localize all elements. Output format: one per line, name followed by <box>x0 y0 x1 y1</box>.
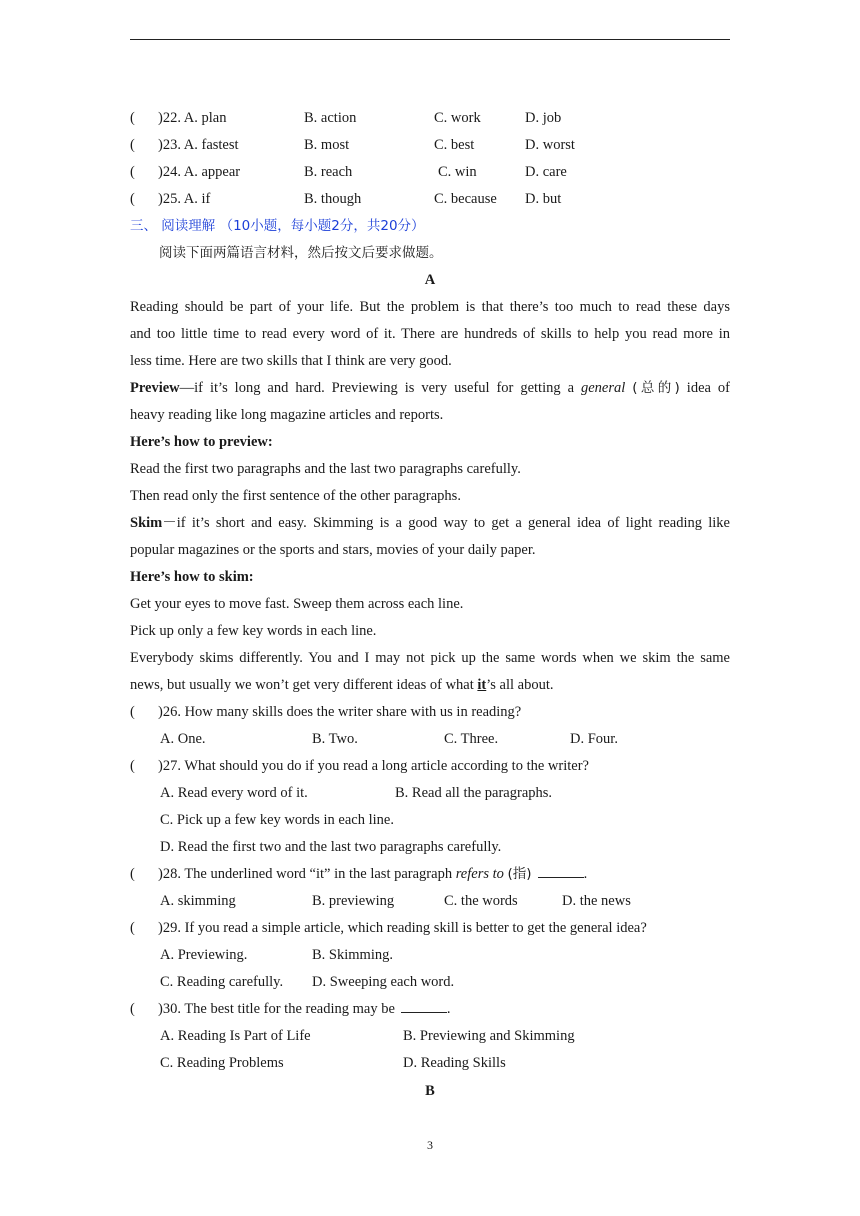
skim-paragraph-line <box>130 512 730 534</box>
answer-paren: ( <box>130 110 135 126</box>
option-b: B. Read all the paragraphs. <box>395 785 553 801</box>
option-b: B. action <box>304 110 357 126</box>
question-26-stem: )26. How many skills does the writer share with us in reading? <box>158 704 522 720</box>
preview-paragraph-line <box>130 377 730 399</box>
option-b: B. Skimming. <box>312 947 393 963</box>
passage-line: Pick up only a few key words in each line. <box>130 623 377 639</box>
passage-line: Get your eyes to move fast. Sweep them across each line. <box>130 596 464 612</box>
option-c: C. work <box>434 110 481 126</box>
option-d: D. Sweeping each word. <box>312 974 455 990</box>
option-d: D. Read the first two and the last two paragraphs carefully. <box>160 839 502 855</box>
answer-paren: ( <box>130 866 135 882</box>
passage-text: news, but usually we won’t get very different ideas of what <box>130 677 474 693</box>
option-d: D. care <box>525 164 567 180</box>
answer-paren: ( <box>130 920 135 936</box>
answer-paren: ( <box>130 704 135 720</box>
option-a: A. skimming <box>160 893 236 909</box>
question-stem: )24. A. appear <box>158 164 241 180</box>
passage-line: Then read only the first sentence of the other paragraphs. <box>130 488 461 504</box>
stem-text: )30. The best title for the reading may be <box>158 1001 395 1017</box>
option-a: A. One. <box>160 731 206 747</box>
question-stem: )25. A. if <box>158 191 211 207</box>
option-c: C. Three. <box>444 731 499 747</box>
passage-label-b: B <box>425 1083 435 1099</box>
header-rule <box>130 39 730 40</box>
chinese-gloss: (总的) <box>632 380 680 396</box>
question-29-stem: )29. If you read a simple article, which reading skill is better to get the general idea? <box>158 920 647 936</box>
answer-paren: ( <box>130 1001 135 1017</box>
refers-to-term: refers to <box>455 866 504 882</box>
subheading-skim: Here’s how to skim: <box>130 569 254 585</box>
option-a: A. Reading Is Part of Life <box>160 1028 311 1044</box>
option-d: D. the news <box>562 893 631 909</box>
stem-text: )28. The underlined word “it” in the last paragraph <box>158 866 453 882</box>
option-c: C. Pick up a few key words in each line. <box>160 812 394 828</box>
option-b: B. though <box>304 191 362 207</box>
option-d: D. worst <box>525 137 575 153</box>
stem-end: . <box>446 1001 451 1017</box>
answer-blank <box>538 863 584 878</box>
passage-line: popular magazines or the sports and stars, movies of your daily paper. <box>130 542 536 558</box>
option-b: B. most <box>304 137 350 153</box>
option-a: A. Read every word of it. <box>160 785 308 801</box>
section-instruction: 阅读下面两篇语言材料，然后按文后要求做题。 <box>159 245 443 261</box>
chinese-gloss: (指) <box>507 866 532 882</box>
option-b: B. Two. <box>312 731 358 747</box>
question-stem: )22. A. plan <box>158 110 227 126</box>
option-d: D. Reading Skills <box>403 1055 506 1071</box>
stem-end: . <box>583 866 588 882</box>
subheading-preview: Here’s how to preview: <box>130 434 273 450</box>
passage-line: Everybody skims differently. You and I may not pick up the same words when we skim the same <box>130 650 730 666</box>
option-d: D. job <box>525 110 562 126</box>
option-d: D. Four. <box>570 731 618 747</box>
question-28-stem <box>158 863 587 885</box>
passage-line-last <box>130 674 730 696</box>
section-heading: 三、 阅读理解 （10小题，每小题2分，共20分） <box>130 218 425 234</box>
page-number: 3 <box>427 1138 433 1152</box>
answer-paren: ( <box>130 758 135 774</box>
skim-term: Skim <box>130 515 163 531</box>
option-a: A. Previewing. <box>160 947 248 963</box>
passage-text: ’s all about. <box>486 677 554 693</box>
passage-line: less time. Here are two skills that I think are very good. <box>130 353 452 369</box>
answer-paren: ( <box>130 164 135 180</box>
passage-line: and too little time to read every word of it. There are hundreds of skills to help you read more in <box>130 326 730 342</box>
option-b: B. Previewing and Skimming <box>403 1028 575 1044</box>
passage-line: heavy reading like long magazine articles and reports. <box>130 407 444 423</box>
answer-paren: ( <box>130 191 135 207</box>
option-b: B. previewing <box>312 893 395 909</box>
preview-text-end: idea of <box>686 380 730 396</box>
option-b: B. reach <box>304 164 353 180</box>
question-stem: )23. A. fastest <box>158 137 239 153</box>
passage-line: Reading should be part of your life. But the problem is that there’s too much to read these days <box>130 299 730 315</box>
option-c: C. the words <box>444 893 518 909</box>
skim-text: －if it’s short and easy. Skimming is a good way to get a general idea of light reading like <box>162 515 730 531</box>
passage-label-a: A <box>424 272 436 288</box>
option-c: C. win <box>438 164 477 180</box>
option-d: D. but <box>525 191 562 207</box>
passage-line: Read the first two paragraphs and the last two paragraphs carefully. <box>130 461 521 477</box>
general-term: general <box>581 380 626 396</box>
answer-blank <box>401 998 447 1013</box>
option-c: C. Reading carefully. <box>160 974 284 990</box>
answer-paren: ( <box>130 137 135 153</box>
question-30-stem <box>158 998 451 1020</box>
preview-text: —if it’s long and hard. Previewing is very useful for getting a <box>179 380 575 396</box>
option-c: C. because <box>434 191 497 207</box>
question-27-stem: )27. What should you do if you read a long article according to the writer? <box>158 758 589 774</box>
underlined-word-it: it <box>477 677 487 693</box>
option-c: C. Reading Problems <box>160 1055 284 1071</box>
option-c: C. best <box>434 137 475 153</box>
preview-term: Preview <box>130 380 180 396</box>
